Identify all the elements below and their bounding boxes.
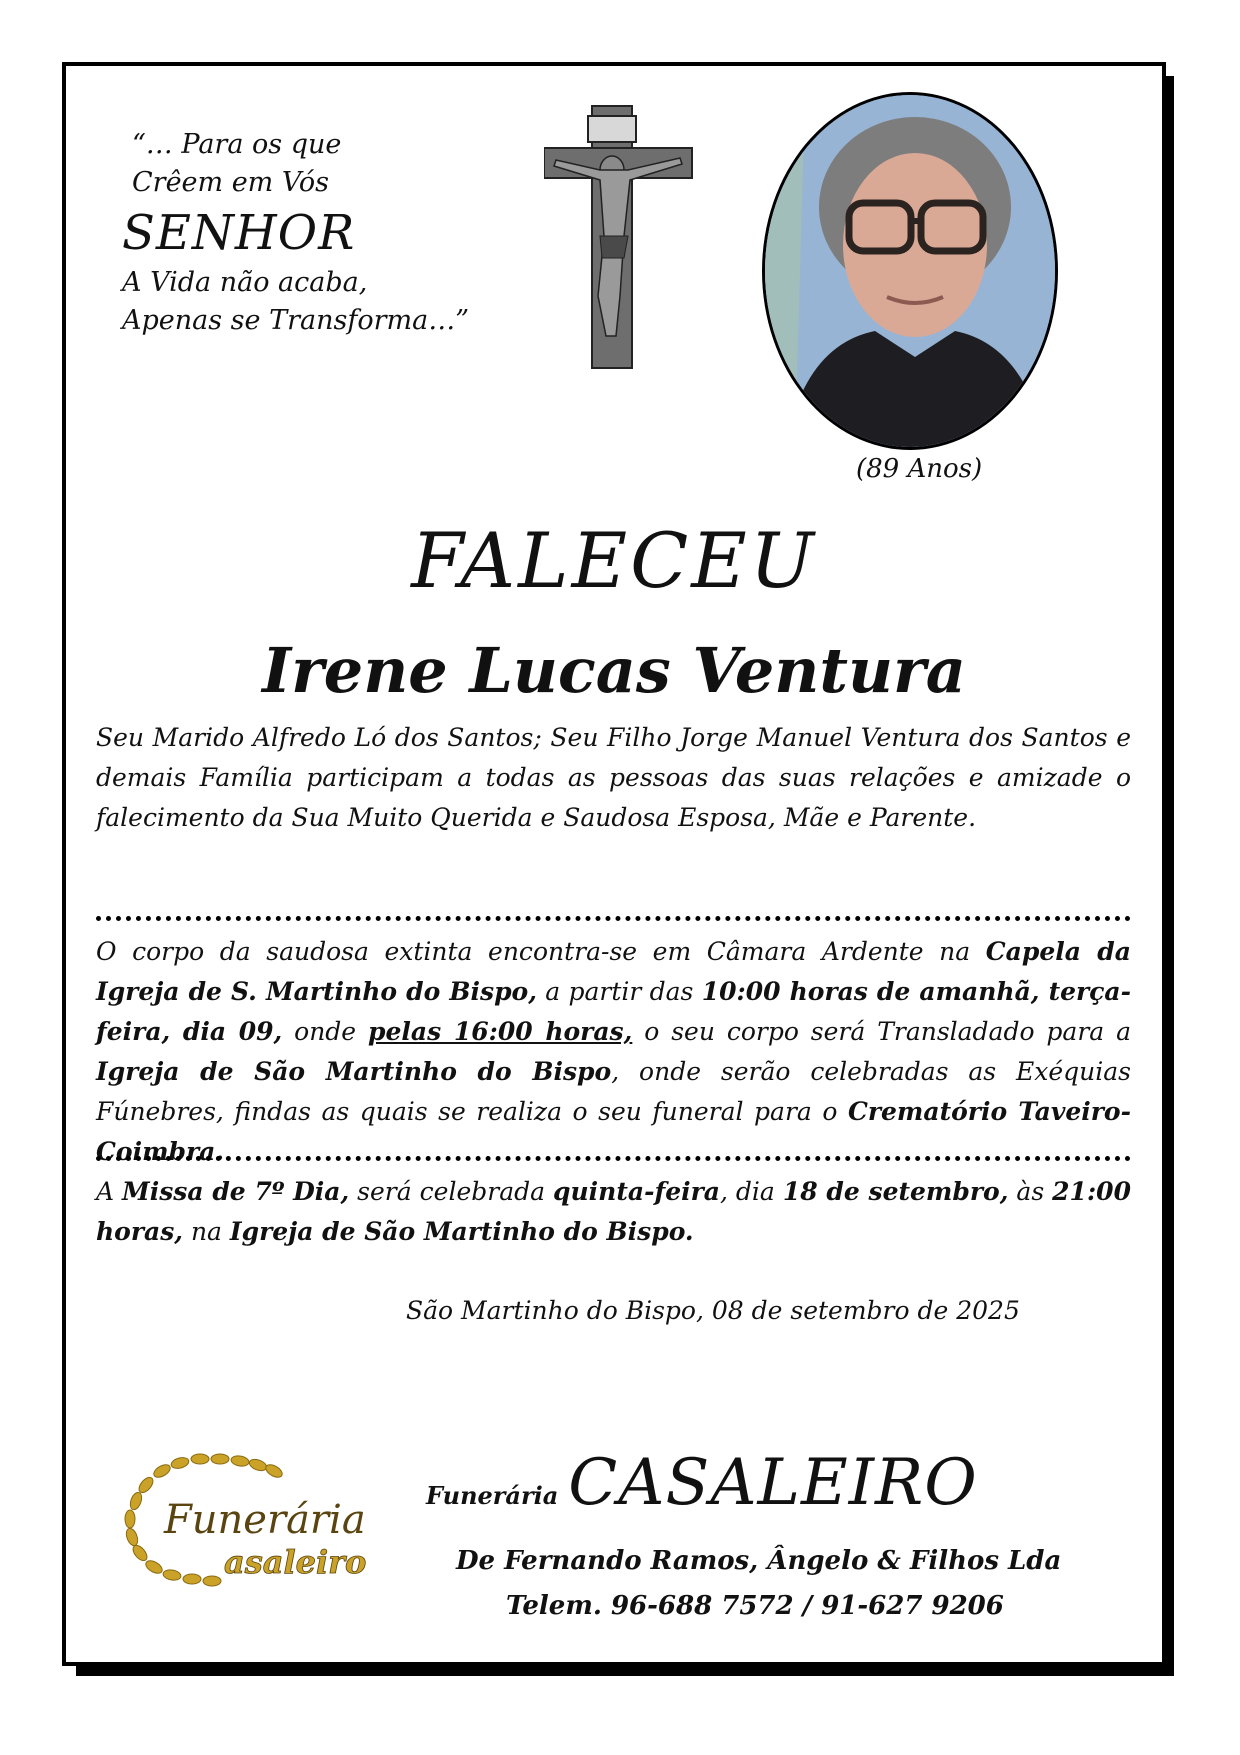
quote-line-1: “… Para os que <box>132 129 342 160</box>
crematorium-location: Crematório Taveiro-Coimbra. <box>96 1097 1131 1166</box>
quote-line-3: SENHOR <box>122 205 356 261</box>
obituary-frame <box>62 62 1166 1666</box>
church-location: Igreja de São Martinho do Bispo <box>96 1057 612 1086</box>
mass-time: 21:00 horas, <box>96 1177 1131 1246</box>
text-run: o seu corpo será Transladado para a <box>632 1017 1132 1046</box>
laurel-wreath-logo-icon <box>106 1441 396 1591</box>
brand-name: CASALEIRO <box>568 1446 978 1520</box>
quote-line-2: Crêem em Vós <box>132 167 330 198</box>
transfer-time: pelas 16:00 horas, <box>368 1017 633 1046</box>
funeral-home-brand <box>426 1446 1106 1520</box>
funeral-paragraph <box>96 932 1131 1172</box>
mass-paragraph <box>96 1172 1131 1252</box>
chapel-location: Capela da Igreja de S. Martinho do Bispo, <box>96 937 1131 1006</box>
mass-title: Missa de 7º Dia, <box>122 1177 350 1206</box>
portrait-image <box>765 95 1055 447</box>
text-run: a partir das <box>536 977 702 1006</box>
wake-time: 10:00 horas de amanhã, terça-feira, dia 09, <box>96 977 1131 1046</box>
crucifix-icon <box>544 96 694 376</box>
text-run: na <box>183 1217 230 1246</box>
text-run: será celebrada <box>349 1177 553 1206</box>
text-run: , dia <box>719 1177 783 1206</box>
logo-word-1: Funerária <box>164 1497 366 1543</box>
dotted-divider <box>96 1156 1131 1161</box>
mass-location: Igreja de São Martinho do Bispo. <box>229 1217 694 1246</box>
deceased-name: Irene Lucas Ventura <box>262 634 966 707</box>
text-run: onde <box>282 1017 369 1046</box>
dotted-divider <box>96 916 1131 921</box>
family-paragraph: Seu Marido Alfredo Ló dos Santos; Seu Filho Jorge Manuel Ventura dos Santos e demais Família participam a todas as pessoas das suas relações e amizade o falecimento da Sua Muito Querida e Saudosa Esposa, Mãe e Parente. <box>96 723 1131 832</box>
text-run: , onde serão celebradas as Exéquias Fúnebres, findas as quais se realiza o seu funeral para o <box>96 1057 1131 1126</box>
brand-phone: Telem. 96-688 7572 / 91-627 9206 <box>506 1591 1004 1621</box>
place-date: São Martinho do Bispo, 08 de setembro de 2025 <box>406 1296 1020 1325</box>
quote-line-5: Apenas se Transforma…” <box>122 305 470 336</box>
brand-owners: De Fernando Ramos, Ângelo & Filhos Lda <box>456 1546 1062 1576</box>
announcement-heading: FALECEU <box>411 516 817 605</box>
age-label: (89 Anos) <box>856 454 983 484</box>
text-run: A <box>96 1177 123 1206</box>
text-run: às <box>1008 1177 1053 1206</box>
mass-date: 18 de setembro, <box>782 1177 1009 1206</box>
quote-line-4: A Vida não acaba, <box>122 267 368 298</box>
mass-weekday: quinta-feira <box>553 1177 720 1206</box>
text-run: O corpo da saudosa extinta encontra-se em Câmara Ardente na <box>96 937 986 966</box>
logo-word-2: asaleiro <box>224 1543 367 1581</box>
religious-quote <box>122 126 562 340</box>
brand-prefix: Funerária <box>426 1481 559 1510</box>
portrait-photo <box>762 92 1058 450</box>
